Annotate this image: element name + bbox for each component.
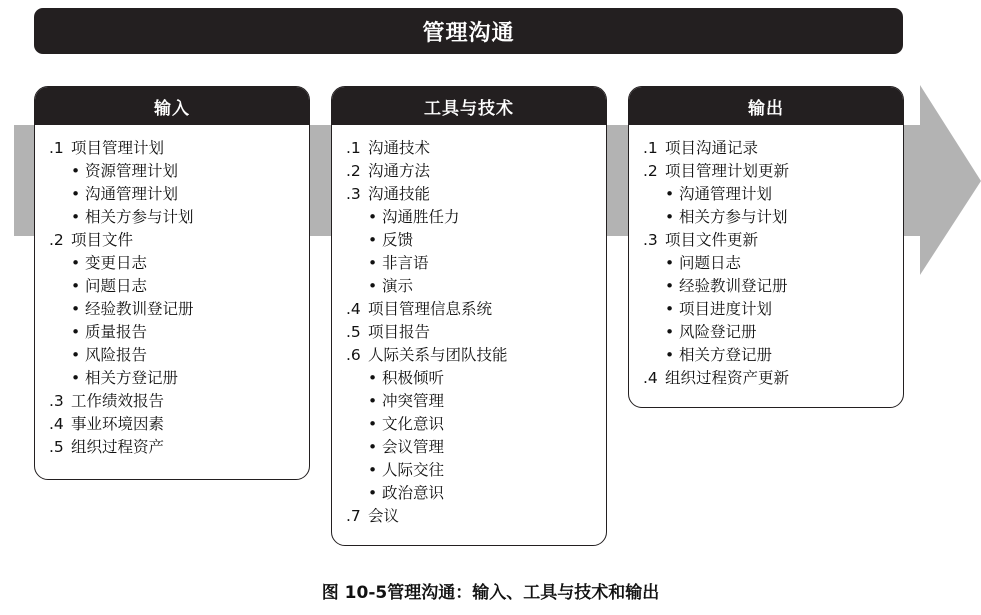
bullet-icon: •: [665, 277, 675, 295]
item-label: 项目文件: [71, 231, 134, 249]
item-label: 组织过程资产更新: [665, 369, 790, 387]
sub-list-item: [49, 298, 301, 321]
bullet-icon: •: [71, 208, 81, 226]
sub-item-label: 相关方登记册: [85, 369, 179, 387]
item-number: .4: [643, 369, 658, 387]
list-item: [643, 229, 895, 252]
sub-item-label: 政治意识: [382, 484, 445, 502]
item-label: 组织过程资产: [71, 438, 165, 456]
item-number: .3: [49, 392, 64, 410]
item-number: .7: [346, 507, 361, 525]
item-label: 会议: [368, 507, 400, 525]
sub-list-item: [49, 160, 301, 183]
item-number: .5: [346, 323, 361, 341]
sub-item-label: 文化意识: [382, 415, 445, 433]
bullet-icon: •: [665, 208, 675, 226]
sub-list-item: [643, 321, 895, 344]
sub-item-label: 经验教训登记册: [679, 277, 788, 295]
item-label: 项目管理计划更新: [665, 162, 790, 180]
bullet-icon: •: [368, 392, 378, 410]
item-label: 沟通技能: [368, 185, 431, 203]
list-item: [643, 160, 895, 183]
sub-item-label: 会议管理: [382, 438, 445, 456]
bullet-icon: •: [71, 277, 81, 295]
sub-list-item: [346, 252, 598, 275]
list-item: [49, 413, 301, 436]
outputs-header: 输出: [629, 87, 903, 125]
sub-list-item: [49, 321, 301, 344]
item-number: .2: [346, 162, 361, 180]
sub-item-label: 演示: [382, 277, 414, 295]
bullet-icon: •: [71, 254, 81, 272]
item-number: .3: [643, 231, 658, 249]
bullet-icon: •: [71, 346, 81, 364]
bullet-icon: •: [368, 484, 378, 502]
item-label: 项目报告: [368, 323, 431, 341]
item-number: .5: [49, 438, 64, 456]
list-item: [49, 390, 301, 413]
inputs-box: [34, 86, 310, 480]
sub-item-label: 项目进度计划: [679, 300, 773, 318]
sub-list-item: [346, 206, 598, 229]
outputs-box: [628, 86, 904, 408]
inputs-header: 输入: [35, 87, 309, 125]
item-label: 事业环境因素: [71, 415, 165, 433]
bullet-icon: •: [368, 277, 378, 295]
inputs-list: [35, 125, 309, 459]
sub-list-item: [346, 413, 598, 436]
bullet-icon: •: [368, 369, 378, 387]
item-label: 项目沟通记录: [665, 139, 759, 157]
item-label: 沟通方法: [368, 162, 431, 180]
item-number: .1: [346, 139, 361, 157]
bullet-icon: •: [368, 208, 378, 226]
sub-list-item: [643, 298, 895, 321]
bullet-icon: •: [368, 415, 378, 433]
sub-item-label: 相关方参与计划: [679, 208, 788, 226]
item-number: .1: [643, 139, 658, 157]
item-number: .1: [49, 139, 64, 157]
item-label: 项目管理信息系统: [368, 300, 493, 318]
list-item: [346, 321, 598, 344]
item-number: .2: [49, 231, 64, 249]
list-item: [346, 137, 598, 160]
item-label: 项目管理计划: [71, 139, 165, 157]
process-title-bar: [34, 8, 903, 54]
sub-item-label: 非言语: [382, 254, 429, 272]
item-number: .6: [346, 346, 361, 364]
bullet-icon: •: [71, 300, 81, 318]
list-item: [346, 505, 598, 528]
sub-item-label: 质量报告: [85, 323, 148, 341]
sub-item-label: 风险报告: [85, 346, 148, 364]
sub-list-item: [49, 206, 301, 229]
sub-item-label: 积极倾听: [382, 369, 445, 387]
sub-list-item: [346, 436, 598, 459]
figure-caption: 图 10-5管理沟通：输入、工具与技术和输出: [321, 583, 660, 603]
sub-item-label: 经验教训登记册: [85, 300, 194, 318]
bullet-icon: •: [368, 254, 378, 272]
sub-list-item: [346, 390, 598, 413]
bullet-icon: •: [71, 369, 81, 387]
list-item: [346, 183, 598, 206]
sub-item-label: 相关方参与计划: [85, 208, 194, 226]
process-title: 管理沟通: [422, 20, 515, 46]
sub-list-item: [49, 275, 301, 298]
bullet-icon: •: [71, 162, 81, 180]
bullet-icon: •: [665, 346, 675, 364]
bullet-icon: •: [368, 231, 378, 249]
bullet-icon: •: [71, 185, 81, 203]
bullet-icon: •: [665, 254, 675, 272]
sub-item-label: 变更日志: [85, 254, 148, 272]
bullet-icon: •: [368, 438, 378, 456]
list-item: [643, 137, 895, 160]
list-item: [49, 229, 301, 252]
item-number: .4: [49, 415, 64, 433]
sub-list-item: [643, 252, 895, 275]
sub-item-label: 问题日志: [679, 254, 742, 272]
sub-item-label: 沟通胜任力: [382, 208, 460, 226]
sub-item-label: 沟通管理计划: [679, 185, 773, 203]
bullet-icon: •: [71, 323, 81, 341]
bullet-icon: •: [665, 185, 675, 203]
list-item: [346, 344, 598, 367]
sub-item-label: 资源管理计划: [85, 162, 179, 180]
list-item: [346, 298, 598, 321]
list-item: [643, 367, 895, 390]
sub-item-label: 人际交往: [382, 461, 445, 479]
sub-list-item: [643, 183, 895, 206]
tools-box: [331, 86, 607, 546]
item-number: .2: [643, 162, 658, 180]
tools-header: 工具与技术: [332, 87, 606, 125]
item-label: 沟通技术: [368, 139, 431, 157]
sub-item-label: 冲突管理: [382, 392, 445, 410]
outputs-list: [629, 125, 903, 390]
sub-list-item: [346, 459, 598, 482]
sub-list-item: [49, 367, 301, 390]
sub-list-item: [49, 252, 301, 275]
item-label: 人际关系与团队技能: [368, 346, 508, 364]
list-item: [346, 160, 598, 183]
item-label: 工作绩效报告: [71, 392, 165, 410]
sub-list-item: [49, 344, 301, 367]
bullet-icon: •: [665, 323, 675, 341]
item-number: .3: [346, 185, 361, 203]
tools-list: [332, 125, 606, 528]
list-item: [49, 137, 301, 160]
sub-list-item: [346, 229, 598, 252]
sub-list-item: [643, 206, 895, 229]
sub-list-item: [346, 482, 598, 505]
sub-item-label: 相关方登记册: [679, 346, 773, 364]
bullet-icon: •: [368, 461, 378, 479]
bullet-icon: •: [665, 300, 675, 318]
sub-list-item: [643, 344, 895, 367]
sub-list-item: [643, 275, 895, 298]
item-label: 项目文件更新: [665, 231, 759, 249]
list-item: [49, 436, 301, 459]
sub-item-label: 沟通管理计划: [85, 185, 179, 203]
sub-item-label: 反馈: [382, 231, 414, 249]
sub-list-item: [49, 183, 301, 206]
sub-item-label: 风险登记册: [679, 323, 757, 341]
sub-list-item: [346, 367, 598, 390]
item-number: .4: [346, 300, 361, 318]
sub-item-label: 问题日志: [85, 277, 148, 295]
sub-list-item: [346, 275, 598, 298]
